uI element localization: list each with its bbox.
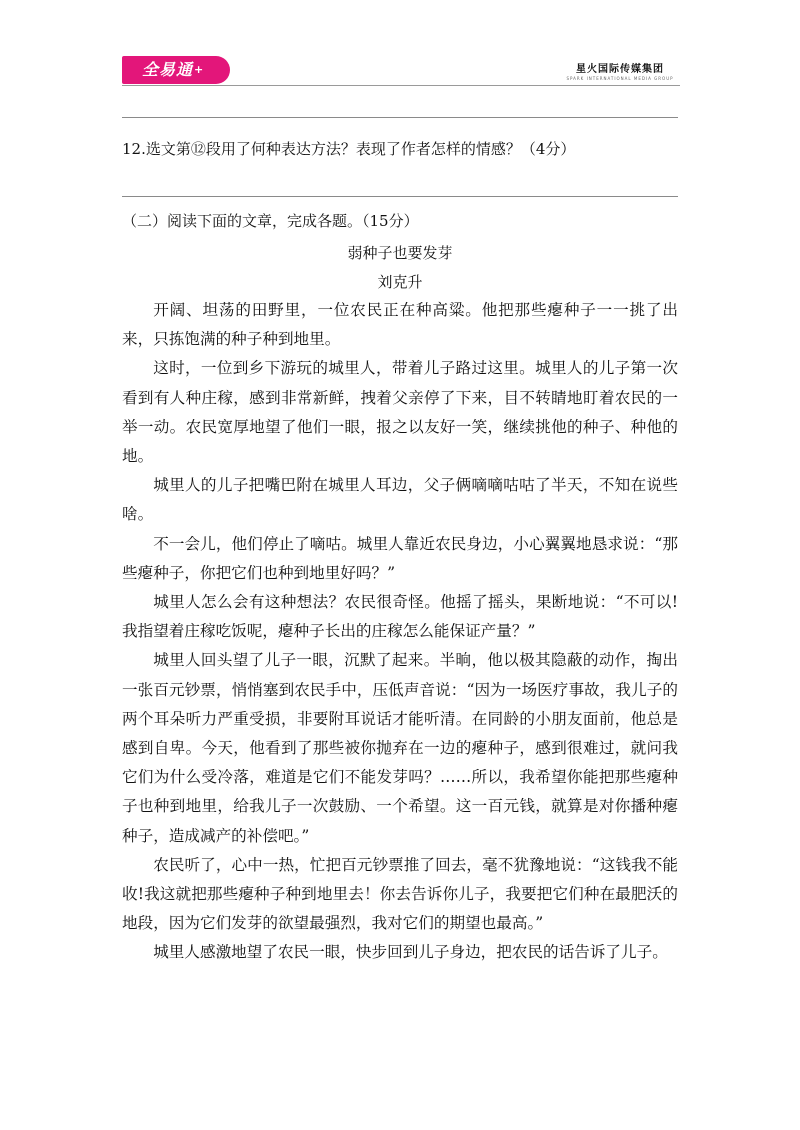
logo-text: 全易通 xyxy=(142,60,194,79)
article-body xyxy=(122,296,678,968)
brand-logo xyxy=(122,56,230,84)
question-12: 12.选文第⑫段用了何种表达方法？表现了作者怎样的情感？（4分） xyxy=(122,140,576,158)
answer-line xyxy=(122,117,678,118)
paragraph: 城里人的儿子把嘴巴附在城里人耳边，父子俩嘀嘀咕咕了半天，不知在说些啥。 xyxy=(122,476,678,524)
article-title: 弱种子也要发芽 xyxy=(347,244,453,262)
article-author: 刘克升 xyxy=(377,273,423,291)
publisher-english-name: SPARK INTERNATIONAL MEDIA GROUP xyxy=(566,76,674,81)
paragraph: 城里人感激地望了农民一眼，快步回到儿子身边，把农民的话告诉了儿子。 xyxy=(153,943,668,962)
paragraph: 城里人回头望了儿子一眼，沉默了起来。半晌，他以极其隐蔽的动作，掏出一张百元钞票，悄悄塞到农民手中，压低声音说：“因为一场医疗事故，我儿子的两个耳朵听力严重受损，非要附耳说话才能听清。在同龄的小朋友面前，他总是感到自卑。今天，他看到了那些被你抛弃在一边的瘪种子，感到很难过，就问我它们为什么受冷落，难道是它们不能发芽吗？……所以，我希望你能把那些瘪种子也种到地里，给我儿子一次鼓励、一个希望。这一百元钱，就算是对你播种瘪种子，造成减产的补偿吧。” xyxy=(122,651,678,845)
section-heading: （二）阅读下面的文章，完成各题。（15分） xyxy=(122,212,419,230)
logo-plus: + xyxy=(194,63,205,76)
paragraph: 不一会儿，他们停止了嘀咕。城里人靠近农民身边，小心翼翼地恳求说：“那些瘪种子，你把它们也种到地里好吗？” xyxy=(122,534,678,582)
answer-line xyxy=(122,196,678,197)
publisher-name: 星火国际传媒集团 xyxy=(576,64,664,75)
publisher-mark xyxy=(560,60,680,81)
paragraph: 城里人怎么会有这种想法？农民很奇怪。他摇了摇头，果断地说：“不可以!我指望着庄稼吃饭呢，瘪种子长出的庄稼怎么能保证产量？” xyxy=(122,593,678,641)
paragraph: 这时，一位到乡下游玩的城里人，带着儿子路过这里。城里人的儿子第一次看到有人种庄稼，感到非常新鲜，拽着父亲停了下来，目不转睛地盯着农民的一举一动。农民宽厚地望了他们一眼，报之以友好一笑，继续挑他的种子、种他的地。 xyxy=(122,359,678,466)
paragraph: 开阔、坦荡的田野里，一位农民正在种高粱。他把那些瘪种子一一挑了出来，只拣饱满的种子种到地里。 xyxy=(122,301,678,349)
paragraph: 农民听了，心中一热，忙把百元钞票推了回去，毫不犹豫地说：“这钱我不能收!我这就把那些瘪种子种到地里去！你去告诉你儿子，我要把它们种在最肥沃的地段，因为它们发芽的欲望最强烈，我对它们的期望也最高。” xyxy=(122,855,678,933)
header-divider xyxy=(122,85,680,86)
